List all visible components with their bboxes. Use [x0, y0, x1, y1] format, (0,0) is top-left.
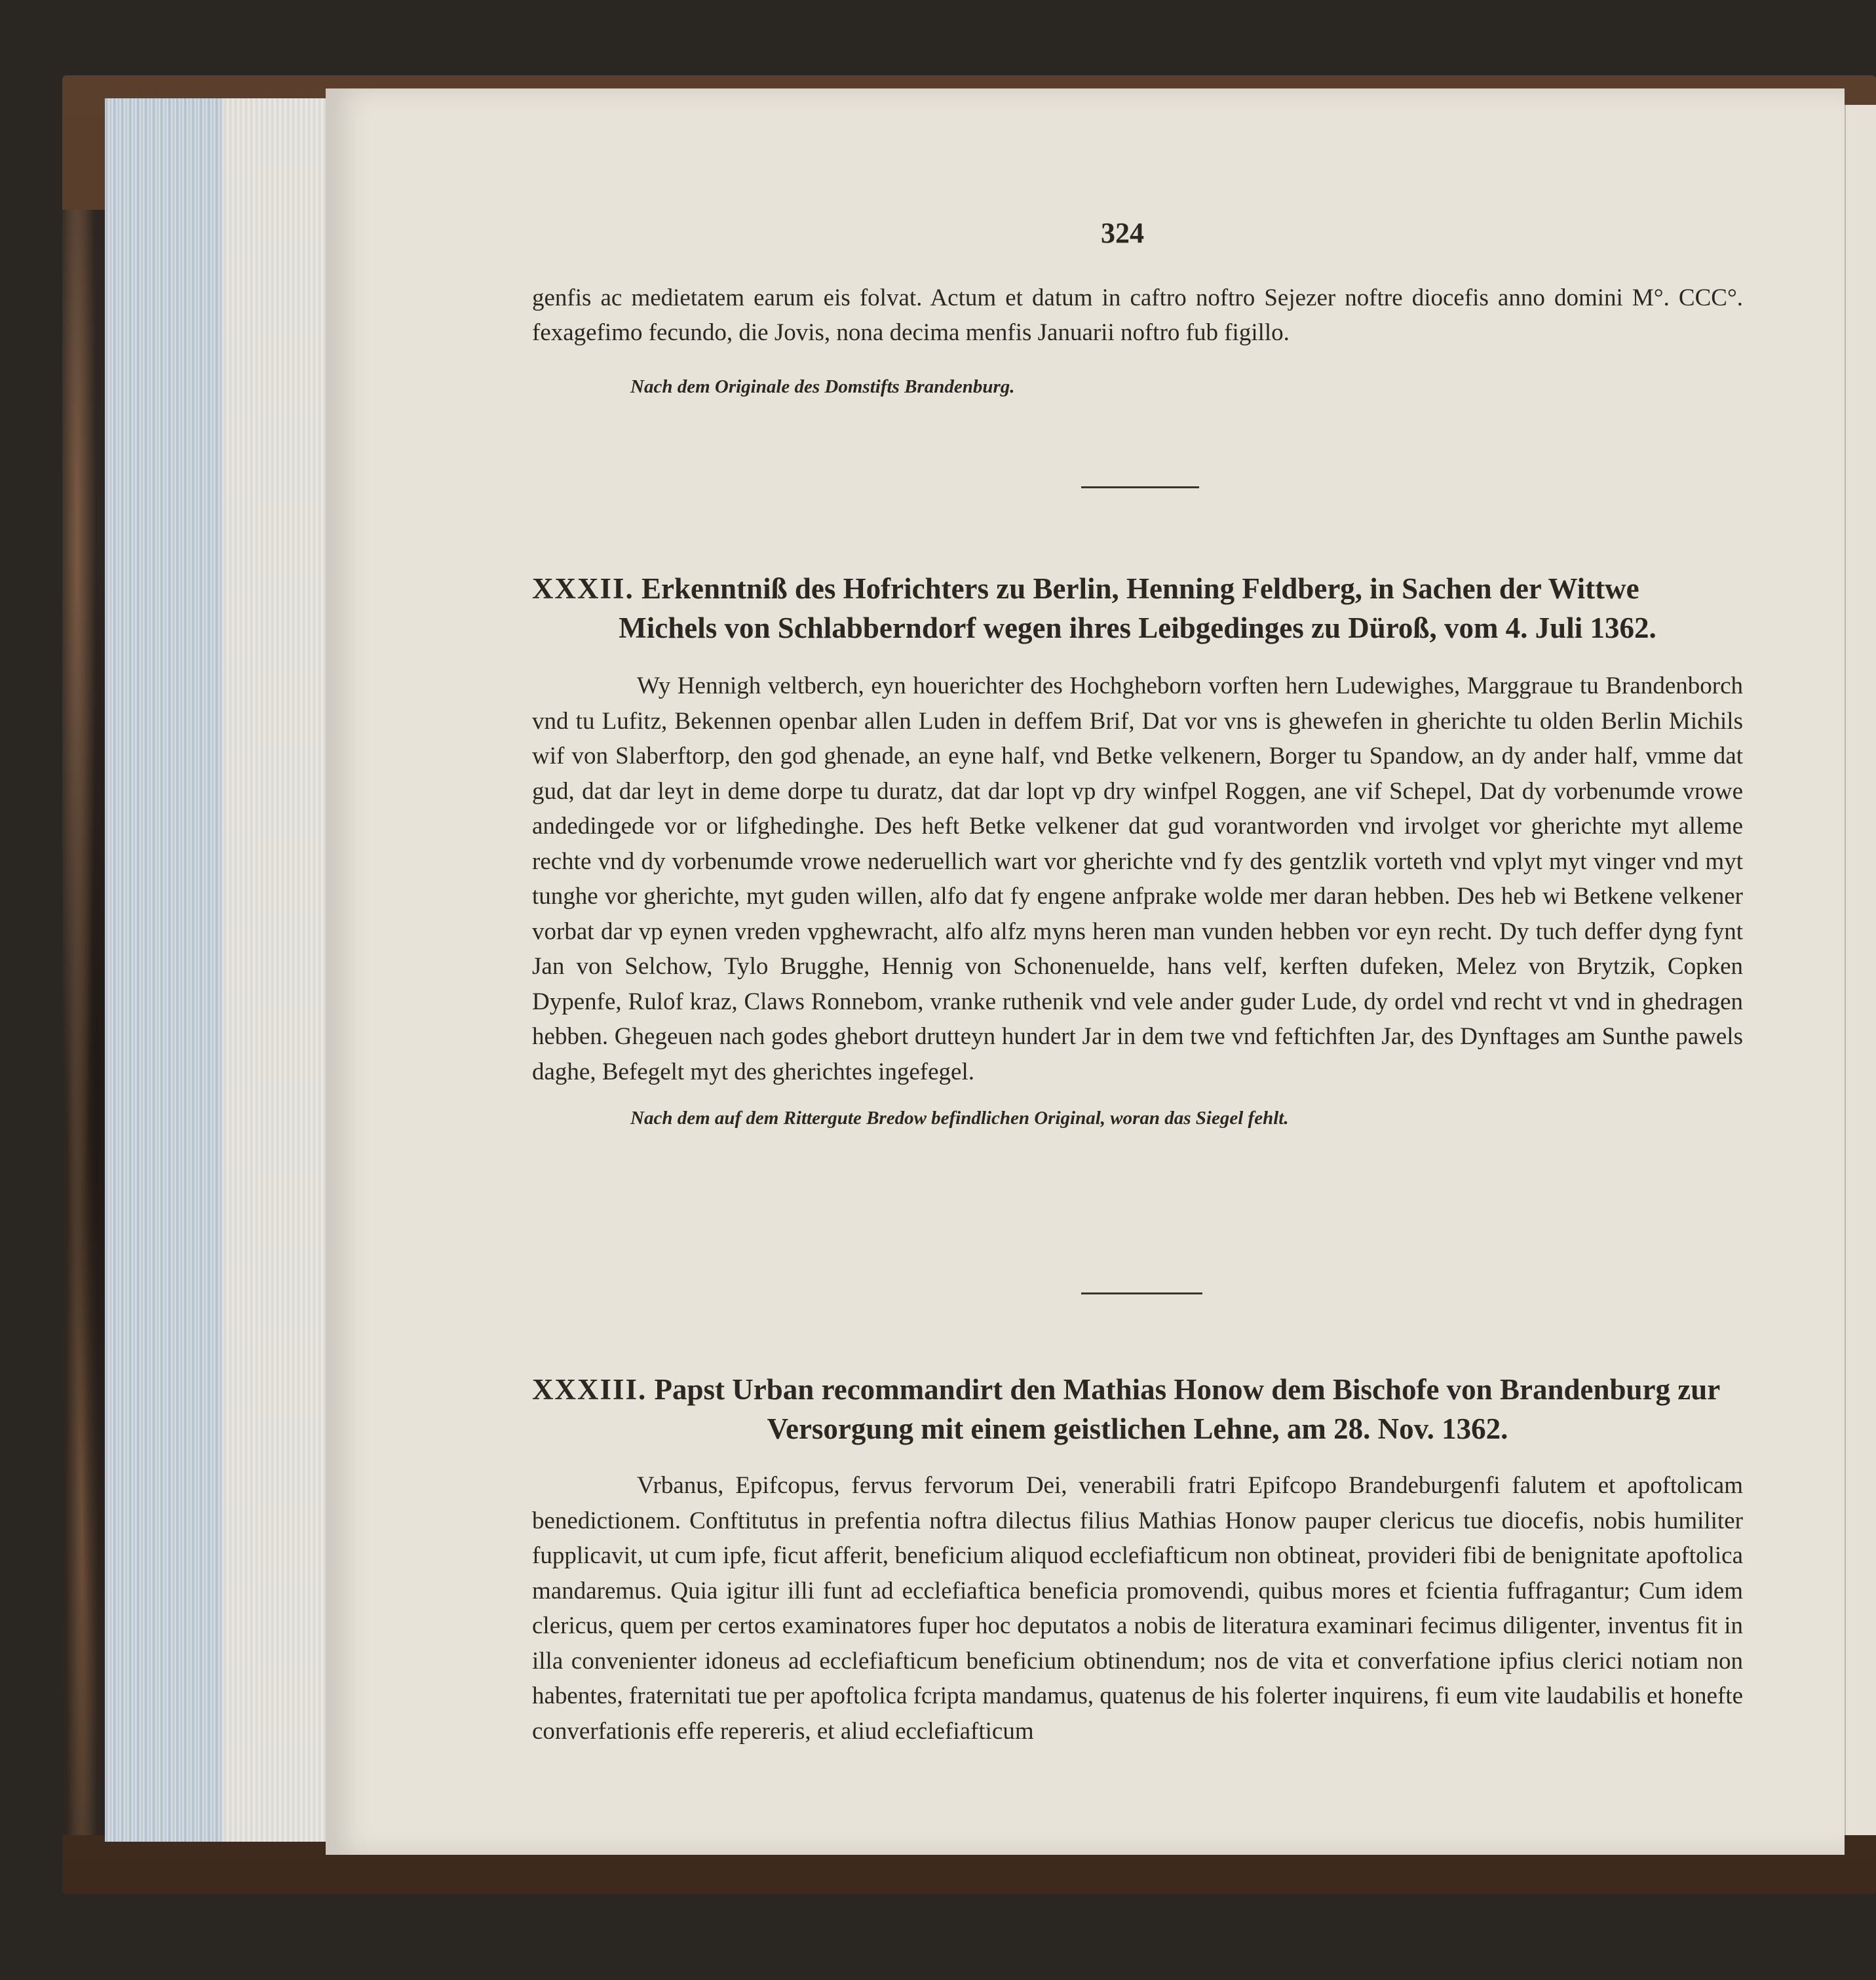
prev-document	[532, 281, 1743, 398]
section-divider-2	[1081, 1292, 1202, 1294]
document-33-number: XXXIII.	[532, 1373, 647, 1406]
document-33-title-line2: Versorgung mit einem geistlichen Lehne, am 28. Nov. 1362.	[767, 1412, 1508, 1445]
document-32-source: Nach dem auf dem Rittergute Bredow befindlichen Original, woran das Siegel fehlt.	[630, 1108, 1289, 1129]
document-32-number: XXXII.	[532, 572, 634, 605]
marbled-edge	[62, 210, 111, 1835]
document-33-title-line1: Papst Urban recommandirt den Mathias Honow dem Bischofe von Brandenburg zur	[654, 1373, 1721, 1406]
prev-document-source: Nach dem Originale des Domstifts Brandenburg.	[630, 376, 1015, 397]
prev-document-text: genfis ac medietatem earum eis folvat. Actum et datum in caftro noftro Sejezer noftre diocefis anno domini M°. CCC°. fexagefimo fecundo, die Jovis, nona decima menfis Januarii noftro fub figillo.	[532, 284, 1743, 346]
document-33	[532, 1370, 1743, 1749]
section-divider	[1081, 486, 1199, 488]
page-number: 324	[1101, 217, 1144, 249]
document-32-title-line1: Erkenntniß des Hofrichters zu Berlin, Henning Feldberg, in Sachen der Wittwe	[641, 572, 1639, 605]
facing-page-edge	[1845, 105, 1876, 1835]
document-32	[532, 569, 1743, 1129]
document-32-title-line2: Michels von Schlabberndorf wegen ihres Leibgedinges zu Düroß, vom 4. Juli 1362.	[619, 611, 1656, 644]
page-edges	[105, 98, 331, 1842]
document-33-text: Vrbanus, Epifcopus, fervus fervorum Dei, venerabili fratri Epifcopo Brandeburgenfi falutem et apoftolicam benedictionem. Conftitutus in prefentia noftra dilectus filius Mathias Honow pauper clericus tue diocefis, nobis humiliter fupplicavit, ut cum ipfe, ficut afferit, beneficium aliquod ecclefiafticum non obtineat, provideri fibi de benignitate apoftolica mandaremus. Quia igitur illi funt ad ecclefiaftica beneficia promovendi, quibus mores et fcientia fuffragantur; Cum idem clericus, quem per certos examinatores fuper hoc deputatos a nobis de literatura examinari fecimus diligenter, inventus fit in illa convenienter idoneus ad ecclefiafticum beneficium obtinendum; nos de vita et converfatione ipfius clerici notiam non habentes, fraternitati tue per apoftolica fcripta mandamus, quatenus de his folerter inquirens, fi eum vite laudabilis et honefte converfationis effe repereris, et aliud ecclefiafticum	[532, 1472, 1743, 1745]
document-33-heading	[532, 1370, 1743, 1448]
document-32-heading	[532, 569, 1743, 648]
document-32-text: Wy Hennigh veltberch, eyn houerichter des Hochgheborn vorften hern Ludewighes, Marggraue tu Brandenborch vnd tu Lufitz, Bekennen openbar allen Luden in deffem Brif, Dat vor vns is ghewefen in gherichte tu olden Berlin Michils wif von Slaberftorp, den god ghenade, an eyne half, vnd Betke velkenern, Borger tu Spandow, an dy ander half, vmme dat gud, dat dar leyt in deme dorpe tu duratz, dat dar lopt vp dry winfpel Roggen, ane vif Schepel, Dat dy vorbenumde vrowe andedingede vor or lifghedinghe. Des heft Betke velkener dat gud vorantworden vnd irvolget vor gherichte myt alleme rechte vnd dy vorbenumde vrowe nederuellich wart vor gherichte vnd fy des gentzlik vorteth vnd vplyt myt vinger vnd myt tunghe vor gherichte, myt guden willen, alfo dat fy engene anfprake wolde mer daran hebben. Des heb wi Betkene velkener vorbat dar vp eynen vreden vpghewracht, alfo alfz myns heren man vunden hebben vor eyn recht. Dy tuch deffer dyng fynt Jan von Selchow, Tylo Brugghe, Hennig von Schonenuelde, hans velf, kerften dufeken, Melez von Brytzik, Copken Dypenfe, Rulof kraz, Claws Ronnebom, vranke ruthenik vnd vele ander guder Lude, dy ordel vnd recht vt vnd in ghedragen hebben. Ghegeuen nach godes ghebort drutteyn hundert Jar in dem twe vnd feftichften Jar, des Dynftages am Sunthe pawels daghe, Befegelt myt des gherichtes ingefegel.	[532, 672, 1743, 1085]
